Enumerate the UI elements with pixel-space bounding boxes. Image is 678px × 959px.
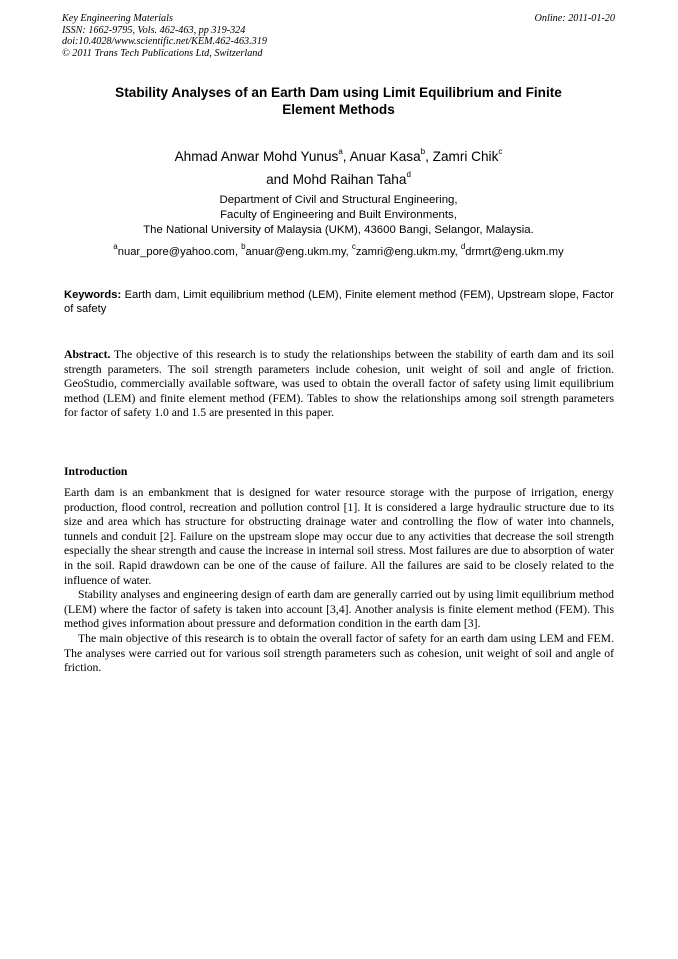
doi-line: doi:10.4028/www.scientific.net/KEM.462-463.319 (62, 36, 267, 48)
affiliation-line: Department of Civil and Structural Engineering, (219, 194, 458, 206)
author-sup: b (420, 147, 426, 157)
abstract-text: The objective of this research is to study the relationships between the stability of earth dam and its soil strength parameters. The soil strength parameters include cohesion, unit weight of soil and angle of friction. GeoStudio, commercially available software, was used to obtain the overall factor of safety using limit equilibrium method (LEM) and finite element method (FEM). Tables to show the relationships among soil strength parameters for factor of safety 1.0 and 1.5 are presented in this paper. (64, 348, 614, 420)
email-sup: d (460, 242, 466, 252)
authors-line-1: Ahmad Anwar Mohd Yunus$^a$, Anuar Kasa$^b$, Zamri Chik$^c$ (174, 147, 503, 164)
abstract-label: Abstract. (64, 348, 111, 361)
paragraph: The main objective of this research is to obtain the overall factor of safety for an earth dam using LEM and FEM. The analyses were carried out for various soil strength parameters such as cohesion, unit weight of soil and angle of friction. (64, 631, 614, 675)
title-line-1: Stability Analyses of an Earth Dam using Limit Equilibrium and Finite (115, 85, 562, 100)
author-emails: $^a$nuar_pore@yahoo.com, $^b$anuar@eng.ukm.my, $^c$zamri@eng.ukm.my, $^d$drmrt@eng.ukm.my (113, 242, 564, 258)
email-link[interactable]: drmrt@eng.ukm.my (465, 246, 564, 258)
introduction-body (64, 486, 614, 676)
keywords (64, 288, 614, 316)
section-heading-introduction: Introduction (64, 465, 128, 478)
author-name: Zamri Chik (432, 149, 499, 164)
affiliation-line: The National University of Malaysia (UKM), 43600 Bangi, Selangor, Malaysia. (143, 223, 534, 236)
email-link[interactable]: zamri@eng.ukm.my (355, 246, 455, 258)
copyright-line: © 2011 Trans Tech Publications Ltd, Switzerland (62, 47, 263, 59)
author-name: Ahmad Anwar Mohd Yunus (174, 149, 339, 164)
keywords-label: Keywords: (64, 289, 122, 301)
email-link[interactable]: anuar@eng.ukm.my (245, 246, 346, 258)
title-line-2: Element Methods (282, 102, 395, 117)
affiliation-line: Faculty of Engineering and Built Environments, (220, 208, 457, 221)
paper-title (62, 84, 615, 118)
journal-header (62, 13, 615, 59)
online-date: Online: 2011-01-20 (534, 13, 615, 24)
email-sup: b (241, 242, 246, 252)
email-sup: a (113, 242, 118, 252)
authors-line-2 (62, 168, 615, 191)
paragraph: Stability analyses and engineering design of earth dam are generally carried out by using limit equilibrium method (LEM) where the factor of safety is taken into account [3,4]. Another analysis is finite element method (FEM). This method gives information about pressure and deformation condition in the earth dam [3]. (64, 588, 614, 631)
keywords-text: Earth dam, Limit equilibrium method (LEM), Finite element method (FEM), Upstream slope, Factor of safety (64, 289, 615, 316)
email-sup: c (351, 242, 356, 252)
author-list (62, 145, 615, 191)
affiliation (62, 193, 615, 237)
email-link[interactable]: nuar_pore@yahoo.com (117, 246, 235, 258)
issn-line: ISSN: 1662-9795, Vols. 462-463, pp 319-324 (62, 24, 246, 36)
author-sup: a (338, 147, 343, 157)
journal-name: Key Engineering Materials (62, 13, 173, 24)
author-name: Mohd Raihan Taha (292, 172, 407, 187)
authors-and: and (266, 172, 289, 187)
paragraph: Earth dam is an embankment that is designed for water resource storage with the purpose of irrigation, energy production, flood control, recreation and pollution control [1]. It is considered a large hydraulic structure due to its size and area which has structure for obstructing drainage water and controlling the flow of water into channels, tunnels and conduit [2]. Failure on the upstream slope may occur due to any activities that decrease the soil strength especially the shear strength and cause the increase in internal soil stress. Most failures are due to absorption of water in the soil. Rapid drawdown can be one of the cause of failure. All the failures are said to be closely related to the influence of water. (64, 486, 614, 587)
author-sup: c (498, 147, 503, 157)
author-name: Anuar Kasa (349, 149, 421, 164)
author-sup: d (406, 170, 411, 180)
abstract (64, 348, 614, 421)
